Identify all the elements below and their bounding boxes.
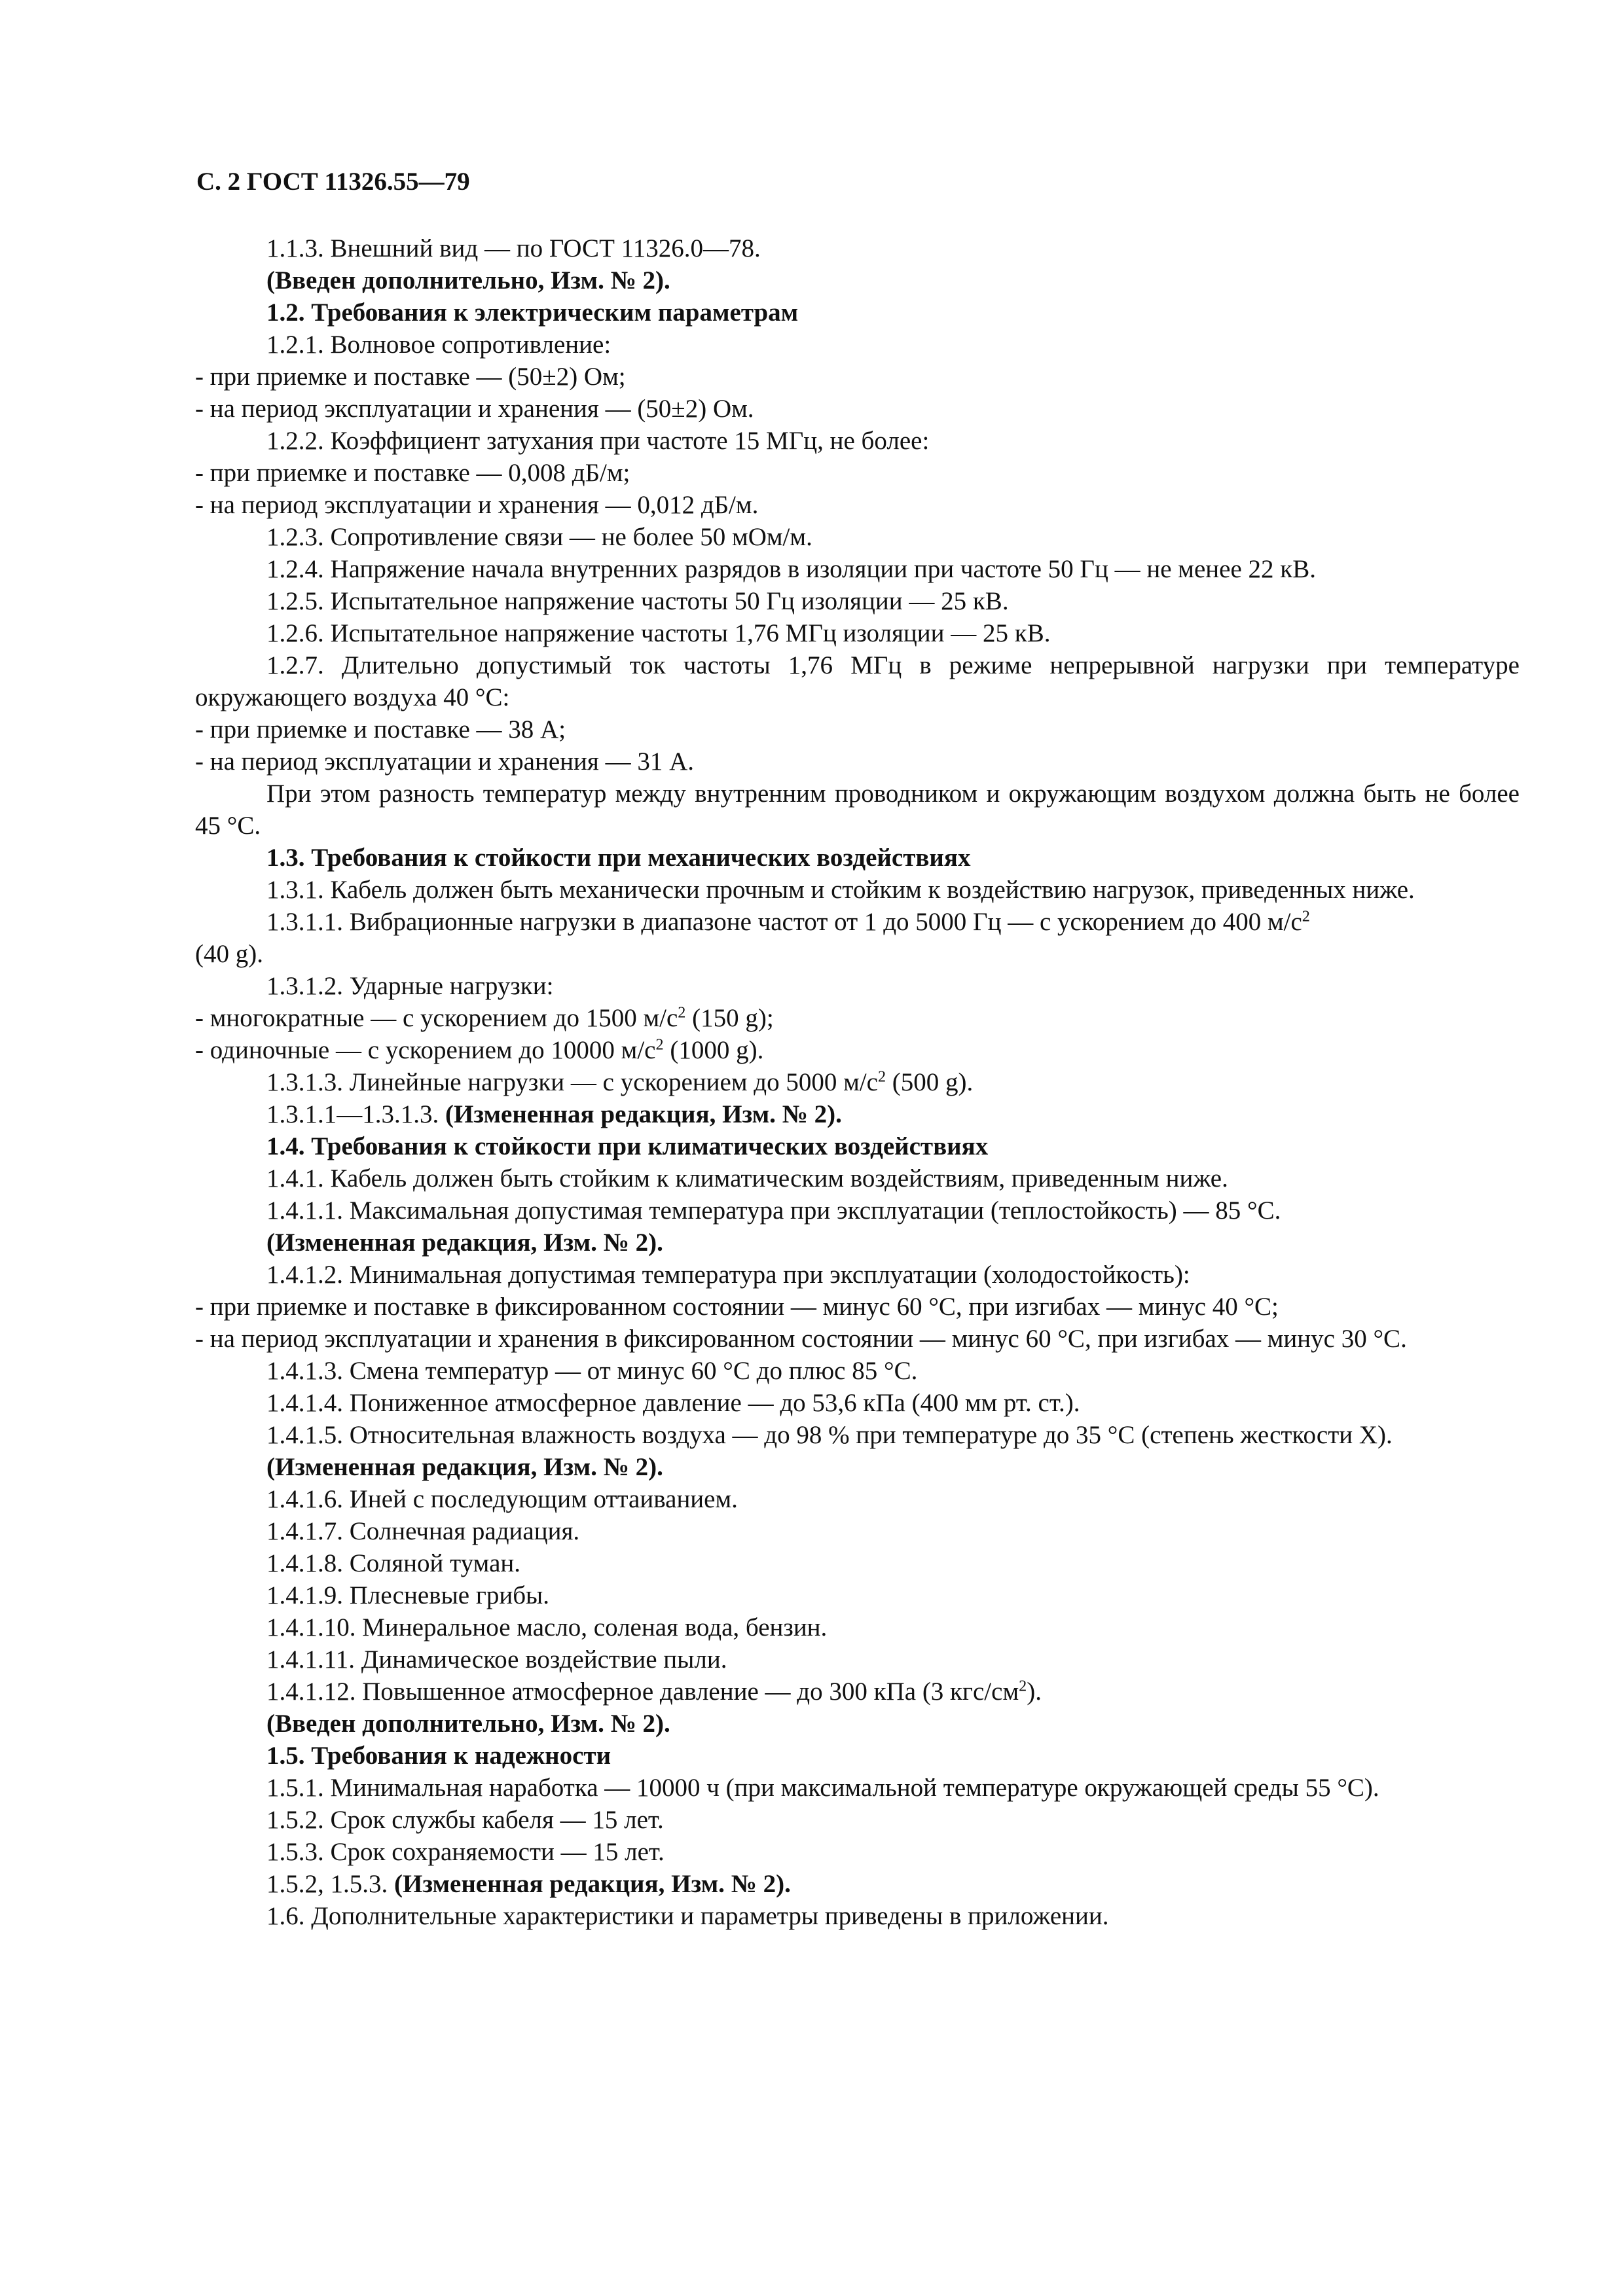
clause-1-2-6: 1.2.6. Испытательное напряжение частоты 1,76 МГц изоляции — 25 кВ. [266, 619, 1051, 647]
clause-1-4-1-4: 1.4.1.4. Пониженное атмосферное давление — до 53,6 кПа (400 мм рт. ст.). [266, 1389, 1080, 1417]
superscript: 2 [877, 1067, 886, 1086]
clause-1-2-2: 1.2.2. Коэффициент затухания при частоте 15 МГц, не более: [266, 427, 930, 455]
clause-continuation: (40 g). [195, 940, 263, 968]
clause-text: (500 g). [886, 1068, 974, 1096]
list-item-text: - многократные — с ускорением до 1500 м/с [195, 1004, 678, 1032]
clause-1-4-1-1: 1.4.1.1. Максимальная допустимая температура при эксплуатации (теплостойкость) — 85 °С. [266, 1196, 1281, 1225]
section-heading-1-3: 1.3. Требования к стойкости при механических воздействиях [266, 844, 971, 872]
list-item: - при приемке и поставке — 38 А; [195, 715, 566, 744]
clause-1-4-1: 1.4.1. Кабель должен быть стойким к климатическим воздействиям, приведенным ниже. [266, 1164, 1228, 1193]
paragraph: При этом разность температур между внутренним проводником и окружающим воздухом должна быть не более 45 °С. [195, 780, 1520, 840]
clause-1-2-4: 1.2.4. Напряжение начала внутренних разрядов в изоляции при частоте 50 Гц — не менее 22 кВ. [266, 555, 1316, 583]
list-item-text: (1000 g). [663, 1036, 764, 1064]
clause-1-4-1-6: 1.4.1.6. Иней с последующим оттаиванием. [266, 1485, 738, 1513]
clause-text: 1.4.1.12. Повышенное атмосферное давление — до 300 кПа (3 кгс/см [266, 1677, 1019, 1706]
section-heading-1-2: 1.2. Требования к электрическим параметрам [266, 298, 799, 327]
clause-1-6: 1.6. Дополнительные характеристики и параметры приведены в приложении. [266, 1902, 1109, 1930]
document-body [195, 232, 1520, 1932]
clause-text: ). [1027, 1677, 1042, 1706]
list-item: - при приемке и поставке в фиксированном состоянии — минус 60 °С, при изгибах — минус 40 °С; [195, 1293, 1279, 1321]
clause-1-4-1-10: 1.4.1.10. Минеральное масло, соленая вода, бензин. [266, 1613, 828, 1641]
clause-range: 1.5.2, 1.5.3. [266, 1870, 394, 1898]
list-item-text: - одиночные — с ускорением до 10000 м/с [195, 1036, 656, 1064]
amendment-note: (Измененная редакция, Изм. № 2). [445, 1100, 842, 1128]
clause-1-3-1: 1.3.1. Кабель должен быть механически прочным и стойким к воздействию нагрузок, приведенных ниже. [266, 876, 1415, 904]
clause-1-2-5: 1.2.5. Испытательное напряжение частоты 50 Гц изоляции — 25 кВ. [266, 587, 1009, 615]
list-item: - на период эксплуатации и хранения — 0,012 дБ/м. [195, 491, 759, 519]
amendment-note: (Измененная редакция, Изм. № 2). [266, 1453, 663, 1481]
clause-1-4-1-3: 1.4.1.3. Смена температур — от минус 60 °С до плюс 85 °С. [266, 1357, 918, 1385]
amendment-note: (Измененная редакция, Изм. № 2). [394, 1870, 791, 1898]
clause-1-3-1-1 [195, 906, 1520, 938]
clause-1-3-1-3 [195, 1066, 1520, 1098]
clause-text: 1.3.1.3. Линейные нагрузки — с ускорением до 5000 м/с [266, 1068, 878, 1096]
clause-1-4-1-9: 1.4.1.9. Плесневые грибы. [266, 1581, 549, 1609]
clause-1-4-1-12 [195, 1676, 1520, 1708]
superscript: 2 [655, 1035, 664, 1054]
page-header: С. 2 ГОСТ 11326.55—79 [196, 168, 470, 196]
clause-text: 1.3.1.1. Вибрационные нагрузки в диапазоне частот от 1 до 5000 Гц — с ускорением до 400 м/с [266, 908, 1302, 936]
section-heading-1-4: 1.4. Требования к стойкости при климатических воздействиях [266, 1132, 989, 1160]
list-item: - на период эксплуатации и хранения — (50±2) Ом. [195, 395, 754, 423]
list-item-text: (150 g); [685, 1004, 774, 1032]
clause-1-5-1: 1.5.1. Минимальная наработка — 10000 ч (при максимальной температуре окружающей среды 55 °С). [266, 1774, 1379, 1802]
clause-1-4-1-8: 1.4.1.8. Соляной туман. [266, 1549, 521, 1577]
amendment-line [195, 1868, 1520, 1900]
clause-1-4-1-11: 1.4.1.11. Динамическое воздействие пыли. [266, 1645, 727, 1674]
clause-1-4-1-7: 1.4.1.7. Солнечная радиация. [266, 1517, 580, 1545]
list-item [195, 1034, 1520, 1066]
clause-1-2-1: 1.2.1. Волновое сопротивление: [266, 331, 611, 359]
amendment-note: (Введен дополнительно, Изм. № 2). [266, 1710, 670, 1738]
clause-1-4-1-5: 1.4.1.5. Относительная влажность воздуха — до 98 % при температуре до 35 °С (степень жесткости X). [266, 1421, 1393, 1449]
list-item: - на период эксплуатации и хранения в фиксированном состоянии — минус 60 °С, при изгибах — минус 30 °С. [195, 1325, 1407, 1353]
amendment-note: (Измененная редакция, Изм. № 2). [266, 1229, 663, 1257]
clause-1-5-3: 1.5.3. Срок сохраняемости — 15 лет. [266, 1838, 665, 1866]
amendment-note: (Введен дополнительно, Изм. № 2). [266, 266, 670, 295]
list-item: - на период эксплуатации и хранения — 31 А. [195, 747, 694, 776]
superscript: 2 [1302, 907, 1310, 925]
clause-1-4-1-2: 1.4.1.2. Минимальная допустимая температура при эксплуатации (холодостойкость): [266, 1261, 1190, 1289]
superscript: 2 [678, 1003, 686, 1022]
clause-1-2-3: 1.2.3. Сопротивление связи — не более 50 мОм/м. [266, 523, 812, 551]
clause-1-1-3: 1.1.3. Внешний вид — по ГОСТ 11326.0—78. [266, 234, 761, 262]
amendment-line [195, 1098, 1520, 1130]
clause-1-5-2: 1.5.2. Срок службы кабеля — 15 лет. [266, 1806, 664, 1834]
clause-1-3-1-2: 1.3.1.2. Ударные нагрузки: [266, 972, 554, 1000]
clause-1-2-7: 1.2.7. Длительно допустимый ток частоты 1,76 МГц в режиме непрерывной нагрузки при температуре окружающего воздуха 40 °С: [195, 651, 1520, 711]
section-heading-1-5: 1.5. Требования к надежности [266, 1742, 611, 1770]
list-item [195, 1002, 1520, 1034]
list-item: - при приемке и поставке — 0,008 дБ/м; [195, 459, 630, 487]
superscript: 2 [1019, 1677, 1027, 1695]
list-item: - при приемке и поставке — (50±2) Ом; [195, 363, 626, 391]
clause-range: 1.3.1.1—1.3.1.3. [266, 1100, 445, 1128]
